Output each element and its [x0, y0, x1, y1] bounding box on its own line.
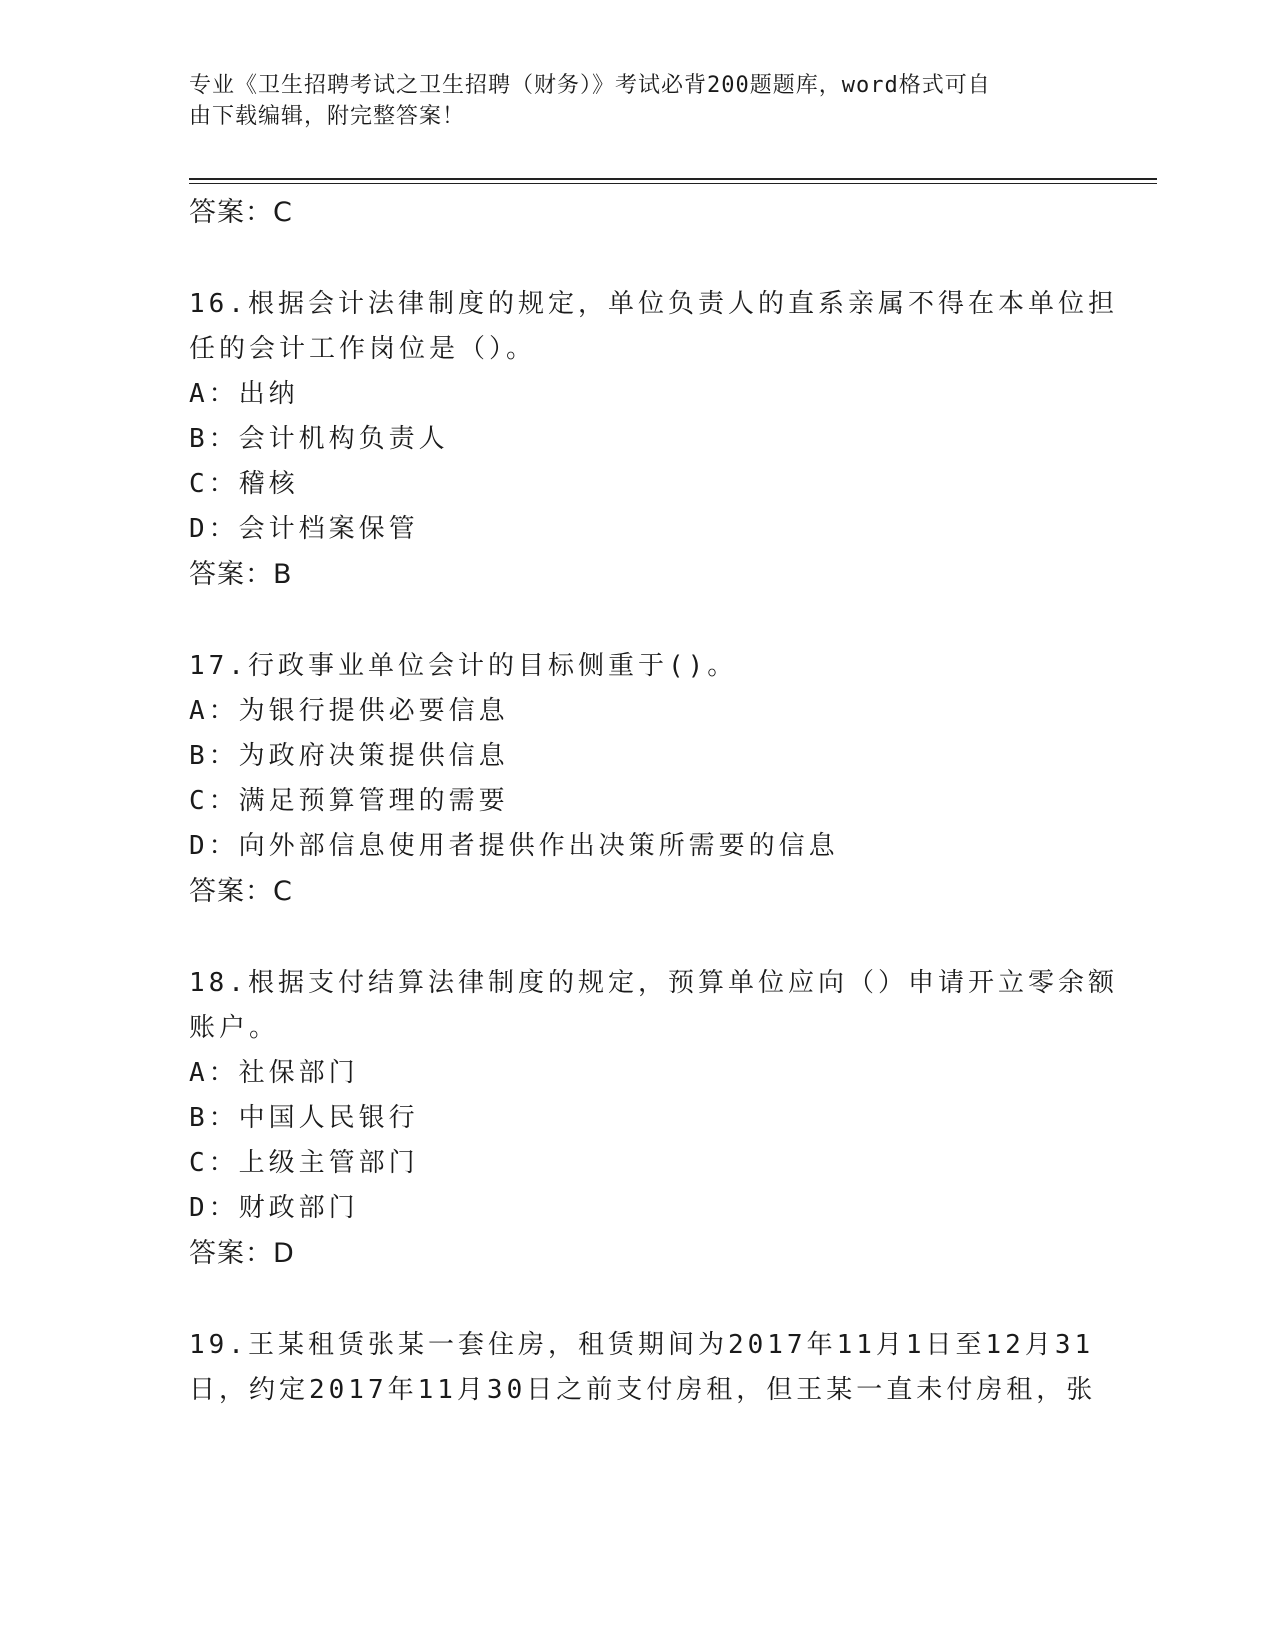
- question-stem: 任的会计工作岗位是（）。: [189, 334, 537, 364]
- question-stem: 日，约定2017年11月30日之前支付房租，但王某一直未付房租，张: [189, 1375, 1097, 1405]
- header-divider-thick: [189, 178, 1157, 180]
- option-c: C：上级主管部门: [189, 1148, 419, 1178]
- option-b: B：会计机构负责人: [189, 424, 449, 454]
- option-d: D：向外部信息使用者提供作出决策所需要的信息: [189, 831, 839, 861]
- header-divider-thin: [189, 183, 1157, 184]
- question-16: [189, 282, 1118, 597]
- question-19: [189, 1323, 1097, 1413]
- question-stem: 账户。: [189, 1013, 280, 1043]
- option-b: B：中国人民银行: [189, 1103, 419, 1133]
- option-a: A：为银行提供必要信息: [189, 696, 509, 726]
- header-line-2: 由下载编辑，附完整答案！: [189, 104, 466, 129]
- option-a: A：社保部门: [189, 1058, 359, 1088]
- document-header: [189, 70, 1089, 132]
- option-b: B：为政府决策提供信息: [189, 741, 509, 771]
- question-17: [189, 644, 1089, 914]
- option-a: A：出纳: [189, 379, 299, 409]
- question-stem: 17.行政事业单位会计的目标侧重于()。: [189, 651, 738, 681]
- option-d: D：会计档案保管: [189, 514, 419, 544]
- question-list: [189, 190, 1118, 1413]
- option-c: C：满足预算管理的需要: [189, 786, 509, 816]
- answer: 答案：C: [189, 876, 293, 907]
- option-d: D：财政部门: [189, 1193, 359, 1223]
- question-stem: 18.根据支付结算法律制度的规定，预算单位应向（）申请开立零余额: [189, 968, 1118, 998]
- answer: 答案：B: [189, 559, 293, 590]
- question-stem: 19.王某租赁张某一套住房，租赁期间为2017年11月1日至12月31: [189, 1330, 1095, 1360]
- option-c: C：稽核: [189, 469, 299, 499]
- header-line-1: 专业《卫生招聘考试之卫生招聘（财务）》考试必背200题题库，word格式可自: [189, 73, 991, 98]
- question-stem: 16.根据会计法律制度的规定，单位负责人的直系亲属不得在本单位担: [189, 289, 1118, 319]
- prev-answer: 答案：C: [189, 197, 293, 228]
- question-18: [189, 961, 1118, 1276]
- answer: 答案：D: [189, 1238, 295, 1269]
